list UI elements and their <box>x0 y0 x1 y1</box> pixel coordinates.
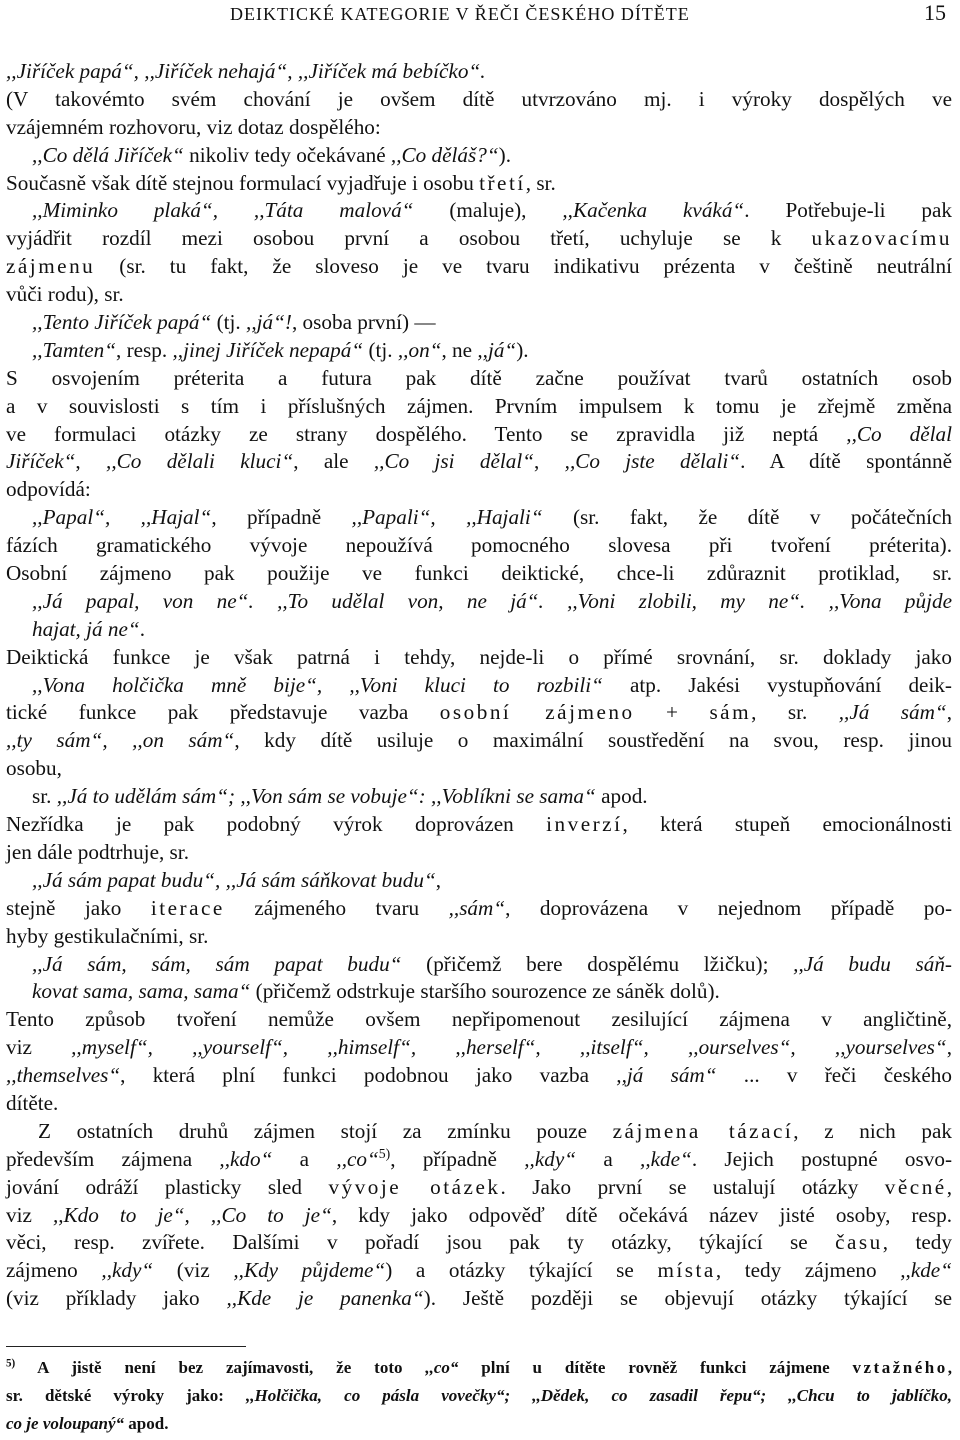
text-run: . Potřebuje-li pak <box>744 198 952 223</box>
body-text <box>6 58 952 1313</box>
text-run: , kdy jako odpověď dítě očekává název jisté osoby, resp. <box>331 1202 953 1227</box>
footnote-line <box>6 1384 952 1412</box>
spaced-term: zájmena tázací <box>612 1118 794 1143</box>
text-run: A jistě není bez zajímavosti, že toto <box>15 1358 426 1377</box>
running-head: DEIKTICKÉ KATEGORIE V ŘEČI ČESKÉHO DÍTĚTE <box>230 4 690 24</box>
text-line <box>6 1006 952 1034</box>
spaced-term: třetí <box>479 170 526 195</box>
text-run: , ne <box>441 337 478 362</box>
text-line <box>6 1062 952 1090</box>
text-line <box>6 58 952 86</box>
text-run: nikoliv tedy očekávané <box>183 142 391 167</box>
italic-example: ,,Kde je panenka“ <box>226 1286 424 1311</box>
text-line <box>6 811 952 839</box>
text-line <box>6 421 952 449</box>
text-line <box>6 1118 952 1146</box>
text-run: , z nich pak <box>793 1118 952 1143</box>
spaced-term: osobní zájmeno <box>439 700 635 725</box>
italic-example: ,,kdo“ <box>219 1146 273 1171</box>
italic-example: ,,Já papal, von ne“. ,,To udělal von, ne já“. ,,Voni zlobili, my ne“. ,,Vona půjde <box>32 588 952 613</box>
text-run: , tedy <box>882 1230 952 1255</box>
spaced-term: sám <box>709 700 752 725</box>
text-run: + <box>634 700 710 725</box>
text-run: , sr. <box>751 700 839 725</box>
italic-example: ,,já“! <box>246 310 292 335</box>
footnote-line <box>6 1356 952 1384</box>
spaced-term: vztažného <box>852 1358 948 1377</box>
text-run: odpovídá: <box>6 477 91 502</box>
text-line <box>6 1285 952 1313</box>
text-run: viz <box>6 1035 72 1060</box>
text-run: (tj. <box>363 337 398 362</box>
italic-example: ,,co“ <box>336 1146 379 1171</box>
text-line <box>6 1174 952 1202</box>
text-run: , která plní funkci podobnou jako vazba <box>120 1063 617 1088</box>
text-line <box>6 225 952 253</box>
text-run: , která stupeň emocionálnosti <box>622 812 952 837</box>
text-run: plní u dítěte rovněž funkci zájmene <box>458 1358 853 1377</box>
italic-example: ,,ty sám“, ,,on sám“ <box>6 728 235 753</box>
text-run: , kdy dítě usiluje o maximální soustředění na svou, resp. jinou <box>234 728 953 753</box>
text-run: viz <box>6 1202 53 1227</box>
text-line <box>6 253 952 281</box>
italic-example: ,,Tamten“ <box>32 337 116 362</box>
footnote-divider <box>6 1346 246 1347</box>
text-run: tické funkce pak představuje vazba <box>6 700 440 725</box>
text-run: , <box>947 1358 952 1377</box>
text-run: , <box>75 449 107 474</box>
footnote-mark: 5) <box>378 1145 391 1161</box>
italic-example: ,,themselves“ <box>6 1063 121 1088</box>
text-run: vzájemném rozhovoru, viz dotaz dospělého: <box>6 114 381 139</box>
text-run: jen dále podtrhuje, sr. <box>6 839 189 864</box>
text-run: (V takovémto svém chování je ovšem dítě utvrzováno mj. i výroky dospělých ve <box>6 86 952 111</box>
text-run: věci, resp. zvířete. Dalšími v pořadí jsou pak ty otázky, týkající se <box>6 1230 836 1255</box>
italic-example: ,,kdy“ <box>101 1258 154 1283</box>
text-line <box>6 616 952 644</box>
italic-example: ,,Já sám papat budu“, ,,Já sám sáňkovat budu“ <box>32 867 436 892</box>
text-line <box>6 337 952 365</box>
text-line <box>6 560 952 588</box>
text-line <box>6 699 952 727</box>
italic-example: Jiříček“ <box>6 449 76 474</box>
text-run: , doprovázena v nejednom případě po- <box>505 895 952 920</box>
italic-example: ,,Já sám, sám, sám papat budu“ <box>32 951 402 976</box>
italic-example: ,,Papali“, ,,Hajali“ <box>351 505 543 530</box>
text-line <box>6 476 952 504</box>
text-line <box>6 1146 952 1174</box>
text-line <box>6 504 952 532</box>
italic-example: ,,on“ <box>397 337 442 362</box>
text-run: osobu, <box>6 756 62 781</box>
text-run: ve formulaci otázky ze strany dospělého. Tento se zpravidla již neptá <box>6 421 847 446</box>
text-line <box>6 1090 952 1118</box>
text-line <box>6 1034 952 1062</box>
text-line <box>6 923 952 951</box>
text-line <box>6 448 952 476</box>
text-run: , případně <box>390 1146 525 1171</box>
text-run: S osvojením préterita a futura pak dítě začne používat tvarů ostatních osob <box>6 365 952 390</box>
italic-example: ,,Holčička, co pásla vovečky“; ,,Dědek, co zasadil řepu“; ,,Chcu to jablíčko, <box>246 1385 952 1405</box>
text-run: Nezřídka je pak podobný výrok doprovázen <box>6 812 547 837</box>
spaced-term: ukazovacímu <box>811 226 952 251</box>
italic-example: ,,Já sám“ <box>838 700 947 725</box>
text-run: Osobní zájmeno pak použije ve funkci deiktické, chce-li zdůraznit protiklad, sr. <box>6 561 952 586</box>
text-run: fázích gramatického vývoje nepoužívá pomocného slovesa při tvoření préterita). <box>6 533 952 558</box>
text-run: apod. <box>124 1413 169 1433</box>
text-run: , <box>534 449 565 474</box>
text-run: , <box>946 700 953 725</box>
text-run: . Jejich postupné osvo- <box>691 1146 952 1171</box>
text-run: ) a otázky týkající se <box>385 1258 658 1283</box>
italic-example: ,,Kdo to je“, ,,Co to je“ <box>52 1202 332 1227</box>
spaced-term: vývoje otázek <box>328 1174 501 1199</box>
text-line <box>6 783 952 811</box>
text-run: , případně <box>211 505 352 530</box>
text-run: ... v řeči českého <box>716 1063 952 1088</box>
italic-example: co je voloupaný“ <box>6 1413 125 1433</box>
italic-example: ,,co“ <box>425 1358 459 1377</box>
text-run: atp. Jakési vystupňování deik- <box>602 672 952 697</box>
text-run: (tj. <box>211 310 247 335</box>
text-run: , <box>946 1174 952 1199</box>
text-run: zájmeného tvaru <box>224 895 449 920</box>
text-line <box>6 978 952 1006</box>
italic-example: ,,jinej Jiříček nepapá“ <box>172 337 364 362</box>
text-run: sr. dětské výroky jako: <box>6 1385 247 1405</box>
text-line <box>6 867 952 895</box>
text-line <box>6 588 952 616</box>
italic-example: ,,Já budu sáň- <box>793 951 952 976</box>
italic-example: kovat sama, sama, sama“ <box>32 979 251 1004</box>
italic-example: ,,Vona holčička mně bije“, ,,Voni kluci to rozbili“ <box>32 672 603 697</box>
spaced-term: inverzí <box>546 812 623 837</box>
text-run: . <box>139 616 146 641</box>
text-run: (viz <box>153 1258 234 1283</box>
italic-example: ,,Já to udělám sám“; ,,Von sám se vobuje“: ,,Voblíkni se sama“ <box>56 784 596 809</box>
text-run: . A dítě spontánně <box>740 449 952 474</box>
text-run: především zájmena <box>6 1146 220 1171</box>
text-run: (maluje), <box>413 198 563 223</box>
spaced-term: času <box>835 1230 883 1255</box>
text-run: (přičemž bere dospělému lžičku); <box>401 951 794 976</box>
text-line <box>6 727 952 755</box>
text-line <box>6 365 952 393</box>
text-run: a v souvislosti s tím i příslušných zájmen. Prvním impulsem k tomu je zřejmě změna <box>6 393 952 418</box>
text-run: hyby gestikulačními, sr. <box>6 923 209 948</box>
italic-example: ,,kde“ <box>900 1258 952 1283</box>
text-run: , ale <box>293 449 374 474</box>
text-line <box>6 644 952 672</box>
italic-example: ,,Kdy půjdeme“ <box>233 1258 386 1283</box>
text-run: sr. <box>32 784 57 809</box>
italic-example: ,,Co jsi dělal“ <box>373 449 535 474</box>
text-run: , resp. <box>116 337 173 362</box>
text-line <box>6 170 952 198</box>
text-run: a <box>272 1146 337 1171</box>
page-number: 15 <box>924 0 946 25</box>
text-run: Tento způsob tvoření nemůže ovšem nepřipomenout zesilující zájmena v angličtině, <box>6 1007 952 1032</box>
text-run: , osoba první) — <box>291 310 436 335</box>
spaced-term: věcné <box>884 1174 947 1199</box>
text-run: zájmeno <box>6 1258 102 1283</box>
text-line <box>6 309 952 337</box>
italic-example: ,,Tento Jiříček papá“ <box>32 310 212 335</box>
italic-example: ,,já“ <box>477 337 517 362</box>
text-line <box>6 197 952 225</box>
italic-example: ,,Co dělá Jiříček“ <box>32 142 184 167</box>
text-run: , tedy zájmeno <box>715 1258 901 1283</box>
italic-example: hajat, já ne“ <box>32 616 140 641</box>
text-run: . Jako první se ustalují otázky <box>500 1174 885 1199</box>
italic-example: ,,Co děláš?“ <box>390 142 499 167</box>
text-run: ). <box>516 337 529 362</box>
italic-example: ,,Jiříček papá“, ,,Jiříček nehajá“, ,,Jiříček má bebíčko“. <box>6 59 486 83</box>
text-line <box>6 142 952 170</box>
italic-example: ,,Co dělali kluci“ <box>106 449 294 474</box>
text-run: dítěte. <box>6 1090 59 1115</box>
italic-example: ,,Miminko plaká“, ,,Táta malová“ <box>32 198 414 223</box>
text-run: stejně jako <box>6 895 151 920</box>
italic-example: ,,Kačenka kváká“ <box>562 198 745 223</box>
text-run: , <box>435 867 442 892</box>
text-run: ). <box>498 142 511 167</box>
text-line <box>6 1257 952 1285</box>
text-run: (sr. tu fakt, že sloveso je ve tvaru indikativu prézenta v češtině neutrální <box>95 254 952 279</box>
text-line <box>6 86 952 114</box>
text-line <box>6 755 952 783</box>
text-line <box>6 839 952 867</box>
italic-example: ,,kdy“ <box>524 1146 577 1171</box>
text-line <box>6 672 952 700</box>
text-line <box>6 895 952 923</box>
text-run: apod. <box>595 784 648 809</box>
italic-example: ,,Co dělal <box>846 421 952 446</box>
footnote-mark: 5) <box>6 1357 16 1370</box>
footnote-line <box>6 1412 952 1440</box>
text-run: (sr. fakt, že dítě v počátečních <box>542 505 952 530</box>
text-line <box>6 393 952 421</box>
text-line <box>6 951 952 979</box>
text-run: (viz příklady jako <box>6 1286 227 1311</box>
text-run: Deiktická funkce je však patrná i tehdy, nejde-li o přímé srovnání, sr. doklady jako <box>6 644 952 669</box>
text-run: , sr. <box>525 170 556 195</box>
italic-example: ,,kde“ <box>640 1146 692 1171</box>
text-run: Z ostatních druhů zájmen stojí za zmínku pouze <box>38 1118 613 1143</box>
text-run: vůči rodu), sr. <box>6 282 124 307</box>
italic-example: ,,Papal“, ,,Hajal“ <box>32 505 212 530</box>
italic-example: ,,Co jste dělali“ <box>564 449 741 474</box>
italic-example: ,,já sám“ <box>616 1063 717 1088</box>
footnotes <box>6 1356 952 1440</box>
text-line <box>6 281 952 309</box>
spaced-term: místa <box>657 1258 716 1283</box>
text-run: , <box>946 1035 953 1060</box>
text-run: (přičemž odstrkuje staršího sourozence ze sáněk dolů). <box>250 979 720 1004</box>
text-run: ). Ještě později se objevují otázky týkající se <box>423 1286 953 1311</box>
text-line <box>6 1229 952 1257</box>
spaced-term: zájmenu <box>6 254 96 279</box>
text-run: Současně však dítě stejnou formulací vyjadřuje i osobu <box>6 170 480 195</box>
text-run: vyjádřit rozdíl mezi osobou první a osobou třetí, uchyluje se k <box>6 226 812 251</box>
italic-example: ,,sám“ <box>448 895 506 920</box>
text-line <box>6 1202 952 1230</box>
text-line <box>6 532 952 560</box>
spaced-term: iterace <box>150 895 225 920</box>
text-run: jování odráží plasticky sled <box>6 1174 329 1199</box>
text-run: a <box>576 1146 641 1171</box>
text-line <box>6 114 952 142</box>
italic-example: ,,myself“, ,,yourself“, ,,himself“, ,,herself“, ,,itself“, ,,ourselves“, ,,yourselves“ <box>71 1035 947 1060</box>
